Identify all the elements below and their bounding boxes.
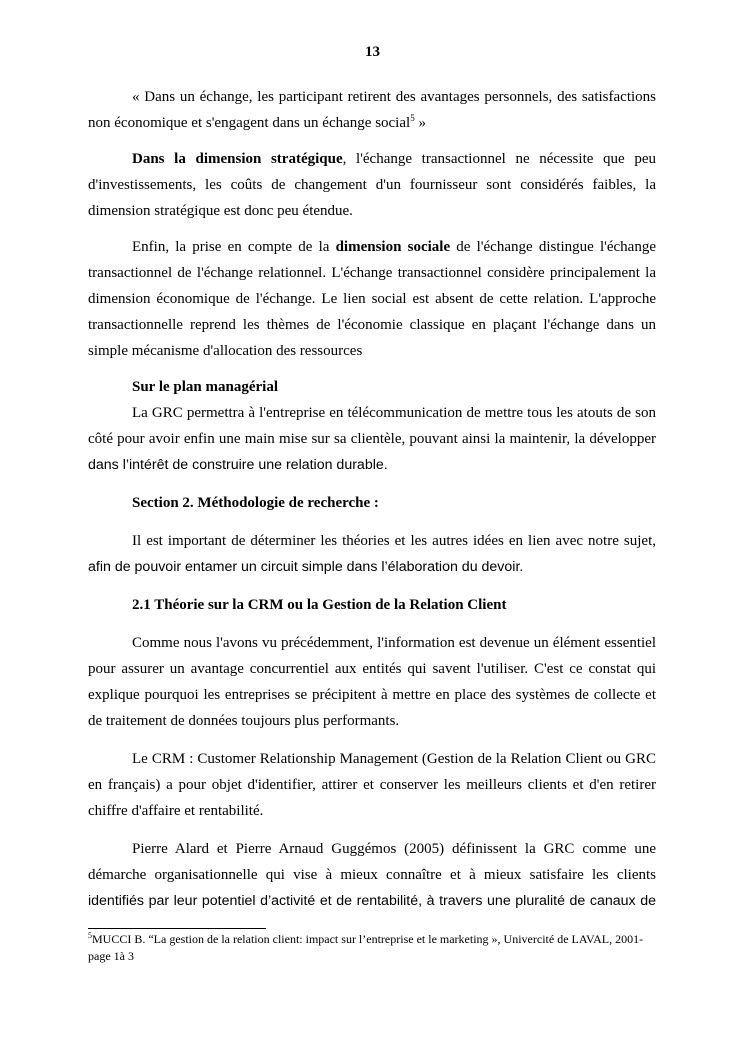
social-text-pre: Enfin, la prise en compte de la	[132, 239, 336, 255]
social-bold-term: dimension sociale	[335, 239, 451, 255]
footnote-reference: 5	[410, 113, 415, 123]
managerial-paragraph: La GRC permettra à l'entreprise en télécommunication de mettre tous les atouts de son côté pour avoir enfin une main mise sur sa clientèle, pouvant ainsi la maintenir, la développer	[88, 405, 656, 447]
section-2-heading: Section 2. Méthodologie de recherche :	[132, 495, 379, 511]
quote-text: « Dans un échange, les participant retirent des avantages personnels, des satisfactions non économique et s'engagent dans un échange social	[88, 89, 656, 131]
footnote-text: MUCCI B. “La gestion de la relation client: impact sur l’entreprise et le marketing », Univercité de LAVAL, 2001- page 1à 3	[88, 932, 644, 963]
section-2-1-heading: 2.1 Théorie sur la CRM ou la Gestion de la Relation Client	[132, 597, 507, 613]
quote-paragraph	[88, 84, 656, 136]
managerial-heading: Sur le plan managérial	[132, 379, 278, 395]
crm-intro-paragraph: Comme nous l'avons vu précédemment, l'information est devenue un élément essentiel pour assurer un avantage concurrentiel aux entités qui savent l'utiliser. C'est ce constat qui explique pourquoi les entreprises se précipitent à mettre en place des systèmes de collecte et de traitement de données toujours plus performants.	[88, 635, 656, 729]
page-number: 13	[365, 44, 380, 60]
alard-paragraph-tail: identifiés par leur potentiel d’activité et de rentabilité, à travers une pluralité de canaux de	[88, 893, 656, 909]
crm-definition-paragraph: Le CRM : Customer Relationship Management (Gestion de la Relation Client ou GRC en français) a pour objet d'identifier, attirer et conserver les meilleurs clients et d'en retirer chiffre d'affaire et rentabilité.	[88, 751, 656, 819]
strategic-text: , l'échange transactionnel ne nécessite que peu d'investissements, les coûts de changement d'un fournisseur sont considérés faibles, la dimension stratégique est donc peu étendue.	[88, 151, 656, 219]
footnote-separator	[88, 928, 266, 929]
quote-close: »	[414, 115, 426, 131]
social-paragraph	[88, 234, 656, 364]
managerial-paragraph-tail: dans l’intérêt de construire une relation durable.	[88, 457, 388, 473]
strategic-bold-term: Dans la dimension stratégique	[132, 151, 343, 167]
strategic-paragraph	[88, 146, 656, 224]
alard-paragraph: Pierre Alard et Pierre Arnaud Guggémos (2005) définissent la GRC comme une démarche organisationnelle qui vise à mieux connaître et à mieux satisfaire les clients	[88, 841, 656, 883]
document-body	[88, 84, 656, 914]
footnote	[88, 931, 658, 965]
social-text-rest: de l'échange distingue l'échange transactionnel de l'échange relationnel. L'échange transactionnel considère principalement la dimension économique de l'échange. Le lien social est absent de cette relation. L'approche transactionnelle reprend les thèmes de l'économie classique en plaçant l'échange dans un simple mécanisme d'allocation des ressources	[88, 239, 656, 359]
section-2-paragraph: Il est important de déterminer les théories et les autres idées en lien avec notre sujet,	[132, 533, 656, 549]
footnote-marker: 5	[88, 931, 92, 940]
section-2-paragraph-tail: afin de pouvoir entamer un circuit simple dans l’élaboration du devoir.	[88, 559, 524, 575]
